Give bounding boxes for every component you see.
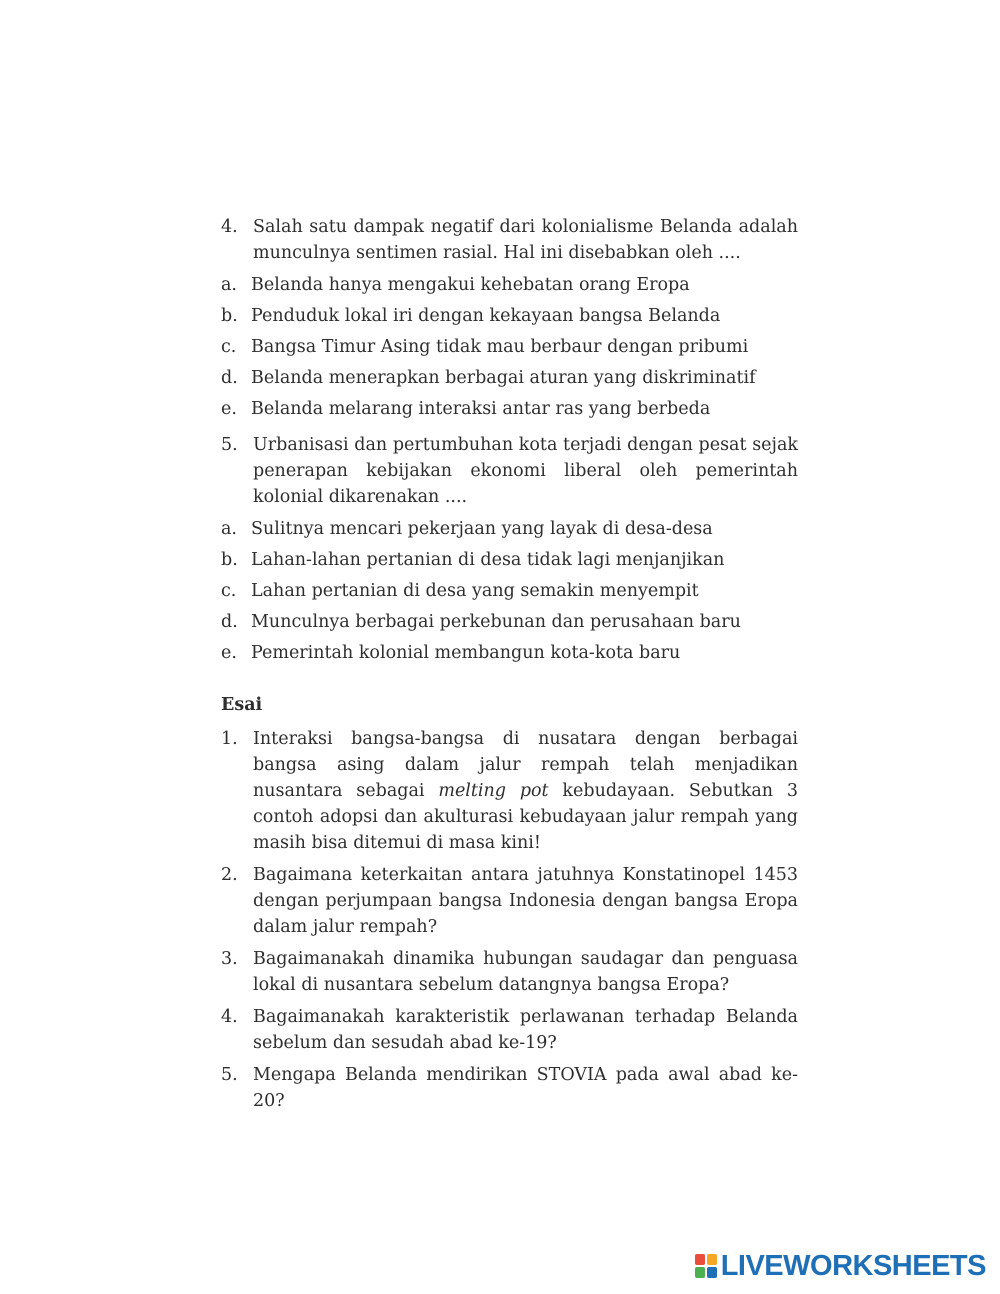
mc-question <box>221 432 798 510</box>
option-text: Penduduk lokal iri dengan kekayaan bangsa Belanda <box>251 306 721 326</box>
option-label: a. <box>221 275 237 295</box>
question-number: 1. <box>221 729 238 749</box>
logo-mark-cell <box>707 1267 717 1278</box>
logo-mark-cell <box>695 1267 705 1278</box>
logo-mark-icon <box>695 1254 717 1278</box>
option-label: e. <box>221 399 237 419</box>
answer-option[interactable] <box>221 640 798 666</box>
question-text: Bagaimanakah karakteristik perlawanan terhadap Belanda sebelum dan sesudah abad ke-19? <box>253 1007 798 1053</box>
question-text: Salah satu dampak negatif dari kolonialisme Belanda adalah munculnya sentimen rasial. Hal ini disebabkan oleh .... <box>253 217 798 263</box>
answer-option[interactable] <box>221 609 798 635</box>
mc-question-block <box>221 432 798 666</box>
essay-questions <box>221 726 798 1114</box>
option-text: Belanda menerapkan berbagai aturan yang diskriminatif <box>251 368 756 388</box>
question-text-part: kebudayaan. Sebutkan 3 contoh adopsi dan akulturasi kebudayaan jalur rempah yang masih bisa ditemui di masa kini! <box>253 781 799 853</box>
answer-options <box>221 272 798 422</box>
option-label: e. <box>221 643 237 663</box>
logo-mark-cell <box>707 1254 717 1265</box>
option-text: Pemerintah kolonial membangun kota-kota baru <box>251 643 681 663</box>
option-label: b. <box>221 550 238 570</box>
question-number: 3. <box>221 949 238 969</box>
answer-option[interactable] <box>221 578 798 604</box>
essay-question <box>221 862 798 940</box>
question-text: Bagaimana keterkaitan antara jatuhnya Konstatinopel 1453 dengan perjumpaan bangsa Indonesia dengan bangsa Eropa dalam jalur rempah? <box>253 865 798 937</box>
option-text: Lahan pertanian di desa yang semakin menyempit <box>251 581 699 601</box>
essay-question <box>221 946 798 998</box>
answer-option[interactable] <box>221 303 798 329</box>
logo-mark-cell <box>695 1254 705 1265</box>
question-text-italic: melting pot <box>438 781 549 801</box>
mc-question <box>221 214 798 266</box>
essay-section-title: Esai <box>221 695 263 715</box>
option-text: Belanda hanya mengakui kehebatan orang Eropa <box>251 275 690 295</box>
option-label: c. <box>221 581 237 601</box>
answer-option[interactable] <box>221 272 798 298</box>
answer-option[interactable] <box>221 547 798 573</box>
essay-question <box>221 1004 798 1056</box>
option-text: Belanda melarang interaksi antar ras yang berbeda <box>251 399 711 419</box>
question-number: 5. <box>221 1065 238 1085</box>
mc-question-block <box>221 214 798 422</box>
question-number: 4. <box>221 1007 238 1027</box>
question-number: 4. <box>221 217 238 237</box>
question-number: 5. <box>221 435 238 455</box>
option-label: a. <box>221 519 237 539</box>
option-text: Munculnya berbagai perkebunan dan perusahaan baru <box>251 612 741 632</box>
question-text-part: Interaksi bangsa-bangsa di nusatara dengan berbagai bangsa asing dalam jalur rempah telah menjadikan nusantara sebagai <box>253 729 798 801</box>
answer-option[interactable] <box>221 516 798 542</box>
option-label: c. <box>221 337 237 357</box>
question-text: Bagaimanakah dinamika hubungan saudagar dan penguasa lokal di nusantara sebelum datangnya bangsa Eropa? <box>253 949 798 995</box>
worksheet-content <box>221 214 798 1120</box>
answer-options <box>221 516 798 666</box>
liveworksheets-logo <box>695 1252 986 1280</box>
option-label: d. <box>221 612 238 632</box>
option-text: Bangsa Timur Asing tidak mau berbaur dengan pribumi <box>251 337 749 357</box>
essay-question <box>221 1062 798 1114</box>
option-text: Lahan-lahan pertanian di desa tidak lagi menjanjikan <box>251 550 725 570</box>
answer-option[interactable] <box>221 396 798 422</box>
option-text: Sulitnya mencari pekerjaan yang layak di desa-desa <box>251 519 713 539</box>
essay-question <box>221 726 798 856</box>
option-label: d. <box>221 368 238 388</box>
answer-option[interactable] <box>221 365 798 391</box>
question-text <box>253 726 798 856</box>
option-label: b. <box>221 306 238 326</box>
question-text: Urbanisasi dan pertumbuhan kota terjadi dengan pesat sejak penerapan kebijakan ekonomi liberal oleh pemerintah kolonial dikarenakan .... <box>253 435 798 507</box>
logo-text: LIVEWORKSHEETS <box>720 1250 986 1282</box>
answer-option[interactable] <box>221 334 798 360</box>
question-number: 2. <box>221 865 238 885</box>
question-text: Mengapa Belanda mendirikan STOVIA pada awal abad ke-20? <box>253 1065 798 1111</box>
